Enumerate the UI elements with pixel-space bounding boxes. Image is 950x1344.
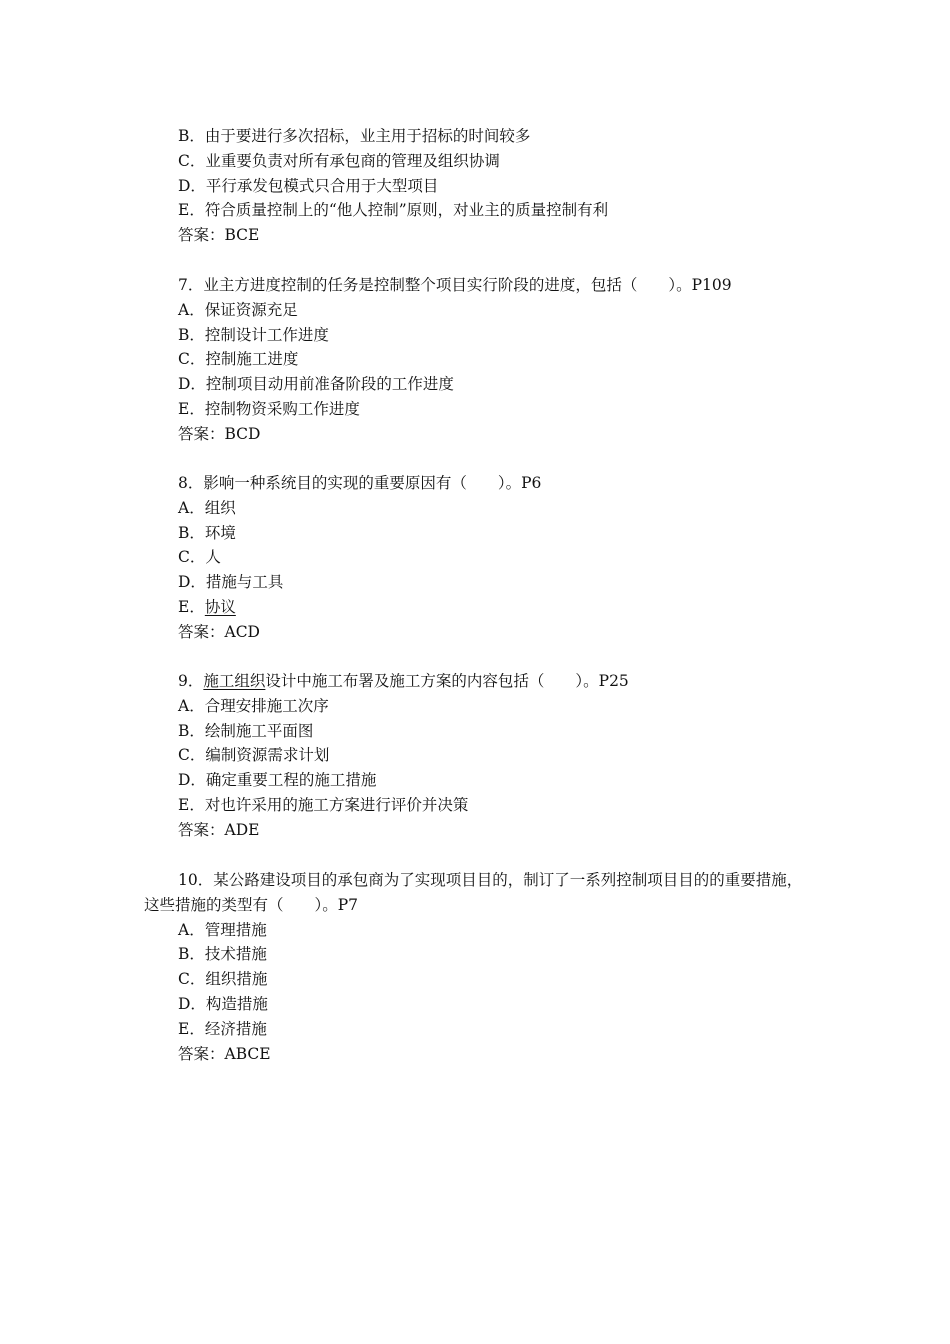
option-d: D．确定重要工程的施工措施 [178,771,377,790]
option-a: A．组织 [178,498,236,517]
option-b: B．绘制施工平面图 [178,721,314,740]
option-e: E．经济措施 [178,1019,267,1038]
question-6-continued [144,124,814,248]
option-b: B．技术措施 [178,945,267,964]
question-underlined-term: 施工组织 [203,672,266,690]
option-d: D．构造措施 [178,994,268,1013]
option-e: E．对也许采用的施工方案进行评价并决策 [178,795,469,814]
option-a: A．保证资源充足 [178,300,298,319]
question-10 [144,868,814,1066]
option-e [144,595,814,620]
option-c: C．业重要负责对所有承包商的管理及组织协调 [178,151,500,170]
option-e-prefix: E． [178,597,205,616]
option-c: C．人 [178,548,221,567]
question-text: 10．某公路建设项目的承包商为了实现项目目的，制订了一系列控制项目目的的重要措施，这些措施的类型有（ ）。P7 [144,871,803,914]
option-a: A．合理安排施工次序 [178,696,329,715]
question-8 [144,471,814,645]
question-number: 9． [178,672,204,690]
option-d: D．控制项目动用前准备阶段的工作进度 [178,375,454,394]
option-b: B．控制设计工作进度 [178,325,329,344]
question-rest: 设计中施工布署及施工方案的内容包括（ ）。P25 [265,672,629,690]
answer: 答案：BCE [178,226,260,245]
answer: 答案：ACD [178,622,260,641]
question-9 [144,669,814,843]
option-e-underlined-text: 协议 [204,597,236,616]
option-b: B．由于要进行多次招标，业主用于招标的时间较多 [178,127,531,145]
option-d: D．措施与工具 [178,573,284,592]
option-c: C．编制资源需求计划 [178,746,330,765]
question-text: 8．影响一种系统目的实现的重要原因有（ ）。P6 [178,474,542,492]
answer: 答案：ADE [178,820,260,839]
question-text [144,669,814,694]
option-b: B．环境 [178,523,236,542]
option-d: D．平行承发包模式只合用于大型项目 [178,176,439,195]
option-c: C．控制施工进度 [178,350,299,369]
option-e: E．控制物资采购工作进度 [178,399,360,418]
question-7 [144,273,814,447]
option-a: A．管理措施 [178,920,267,939]
option-e: E．符合质量控制上的“他人控制”原则，对业主的质量控制有利 [178,201,609,220]
question-text: 7．业主方进度控制的任务是控制整个项目实行阶段的进度，包括（ ）。P109 [178,276,732,294]
answer: 答案：BCD [178,424,261,443]
answer: 答案：ABCE [178,1044,271,1063]
option-c: C．组织措施 [178,970,268,989]
